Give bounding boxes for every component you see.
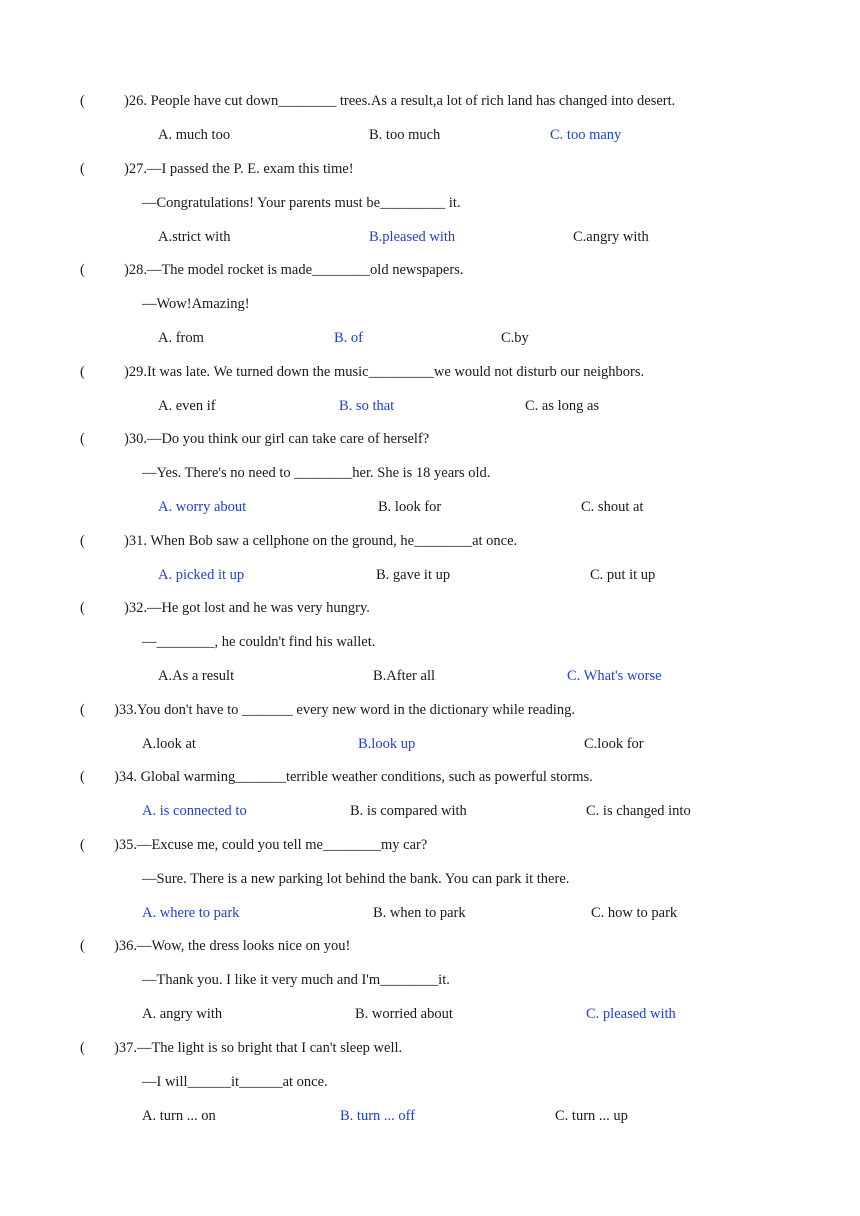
option-c: C. pleased with <box>586 1006 676 1022</box>
option-c: C.by <box>501 330 529 346</box>
question-reply: —Congratulations! Your parents must be_________ it. <box>142 195 461 211</box>
option-b: B. is compared with <box>350 803 467 819</box>
option-b: B.look up <box>358 736 416 752</box>
answer-paren: ( <box>80 364 85 380</box>
option-a: A. where to park <box>142 905 240 921</box>
question-reply: —Yes. There's no need to ________her. She is 18 years old. <box>142 465 491 481</box>
question-stem: )28.—The model rocket is made________old newspapers. <box>124 262 464 278</box>
question-stem: )33.You don't have to _______ every new word in the dictionary while reading. <box>114 702 576 718</box>
answer-paren: ( <box>80 533 85 549</box>
question-stem: )31. When Bob saw a cellphone on the ground, he________at once. <box>124 533 518 549</box>
question-stem: )35.—Excuse me, could you tell me________my car? <box>114 837 428 853</box>
option-a: A. is connected to <box>142 803 247 819</box>
question-reply: —I will______it______at once. <box>142 1074 328 1090</box>
question-stem: )36.—Wow, the dress looks nice on you! <box>114 938 351 954</box>
answer-paren: ( <box>80 837 85 853</box>
question-stem: )34. Global warming_______terrible weather conditions, such as powerful storms. <box>114 769 593 785</box>
question-stem: )30.—Do you think our girl can take care of herself? <box>124 431 430 447</box>
question-reply: —Sure. There is a new parking lot behind the bank. You can park it there. <box>142 871 570 887</box>
option-c: C.angry with <box>573 229 649 245</box>
option-c: C. put it up <box>590 567 656 583</box>
question-reply: —Wow!Amazing! <box>142 296 250 312</box>
option-a: A.strict with <box>158 229 231 245</box>
answer-paren: ( <box>80 161 85 177</box>
option-c: C. turn ... up <box>555 1108 628 1124</box>
option-c: C. how to park <box>591 905 678 921</box>
question-stem: )37.—The light is so bright that I can't sleep well. <box>114 1040 403 1056</box>
question-reply: —________, he couldn't find his wallet. <box>142 634 376 650</box>
answer-paren: ( <box>80 600 85 616</box>
option-a: A. from <box>158 330 204 346</box>
answer-paren: ( <box>80 262 85 278</box>
option-a: A. turn ... on <box>142 1108 216 1124</box>
question-stem: )27.—I passed the P. E. exam this time! <box>124 161 354 177</box>
question-reply: —Thank you. I like it very much and I'm________it. <box>142 972 450 988</box>
option-a: A. worry about <box>158 499 247 515</box>
option-c: C. What's worse <box>567 668 662 684</box>
option-b: B. too much <box>369 127 441 143</box>
option-b: B. turn ... off <box>340 1108 416 1124</box>
option-a: A. even if <box>158 398 216 414</box>
answer-paren: ( <box>80 1040 85 1056</box>
answer-paren: ( <box>80 702 85 718</box>
option-c: C. is changed into <box>586 803 691 819</box>
option-a: A. much too <box>158 127 231 143</box>
option-b: B. worried about <box>355 1006 453 1022</box>
question-stem: )26. People have cut down________ trees.As a result,a lot of rich land has changed into desert. <box>124 93 676 109</box>
option-a: A.look at <box>142 736 196 752</box>
option-c: C. too many <box>550 127 622 143</box>
option-a: A.As a result <box>158 668 235 684</box>
option-b: B.pleased with <box>369 229 456 245</box>
answer-paren: ( <box>80 769 85 785</box>
option-c: C.look for <box>584 736 644 752</box>
option-a: A. angry with <box>142 1006 223 1022</box>
option-b: B. so that <box>339 398 395 414</box>
option-b: B. of <box>334 330 363 346</box>
option-b: B. when to park <box>373 905 466 921</box>
option-c: C. as long as <box>525 398 600 414</box>
answer-paren: ( <box>80 431 85 447</box>
option-a: A. picked it up <box>158 567 245 583</box>
option-b: B. look for <box>378 499 442 515</box>
answer-paren: ( <box>80 93 85 109</box>
option-c: C. shout at <box>581 499 644 515</box>
answer-paren: ( <box>80 938 85 954</box>
question-stem: )29.It was late. We turned down the music_________we would not disturb our neighbors. <box>124 364 645 380</box>
question-stem: )32.—He got lost and he was very hungry. <box>124 600 370 616</box>
option-b: B.After all <box>373 668 436 684</box>
option-b: B. gave it up <box>376 567 451 583</box>
